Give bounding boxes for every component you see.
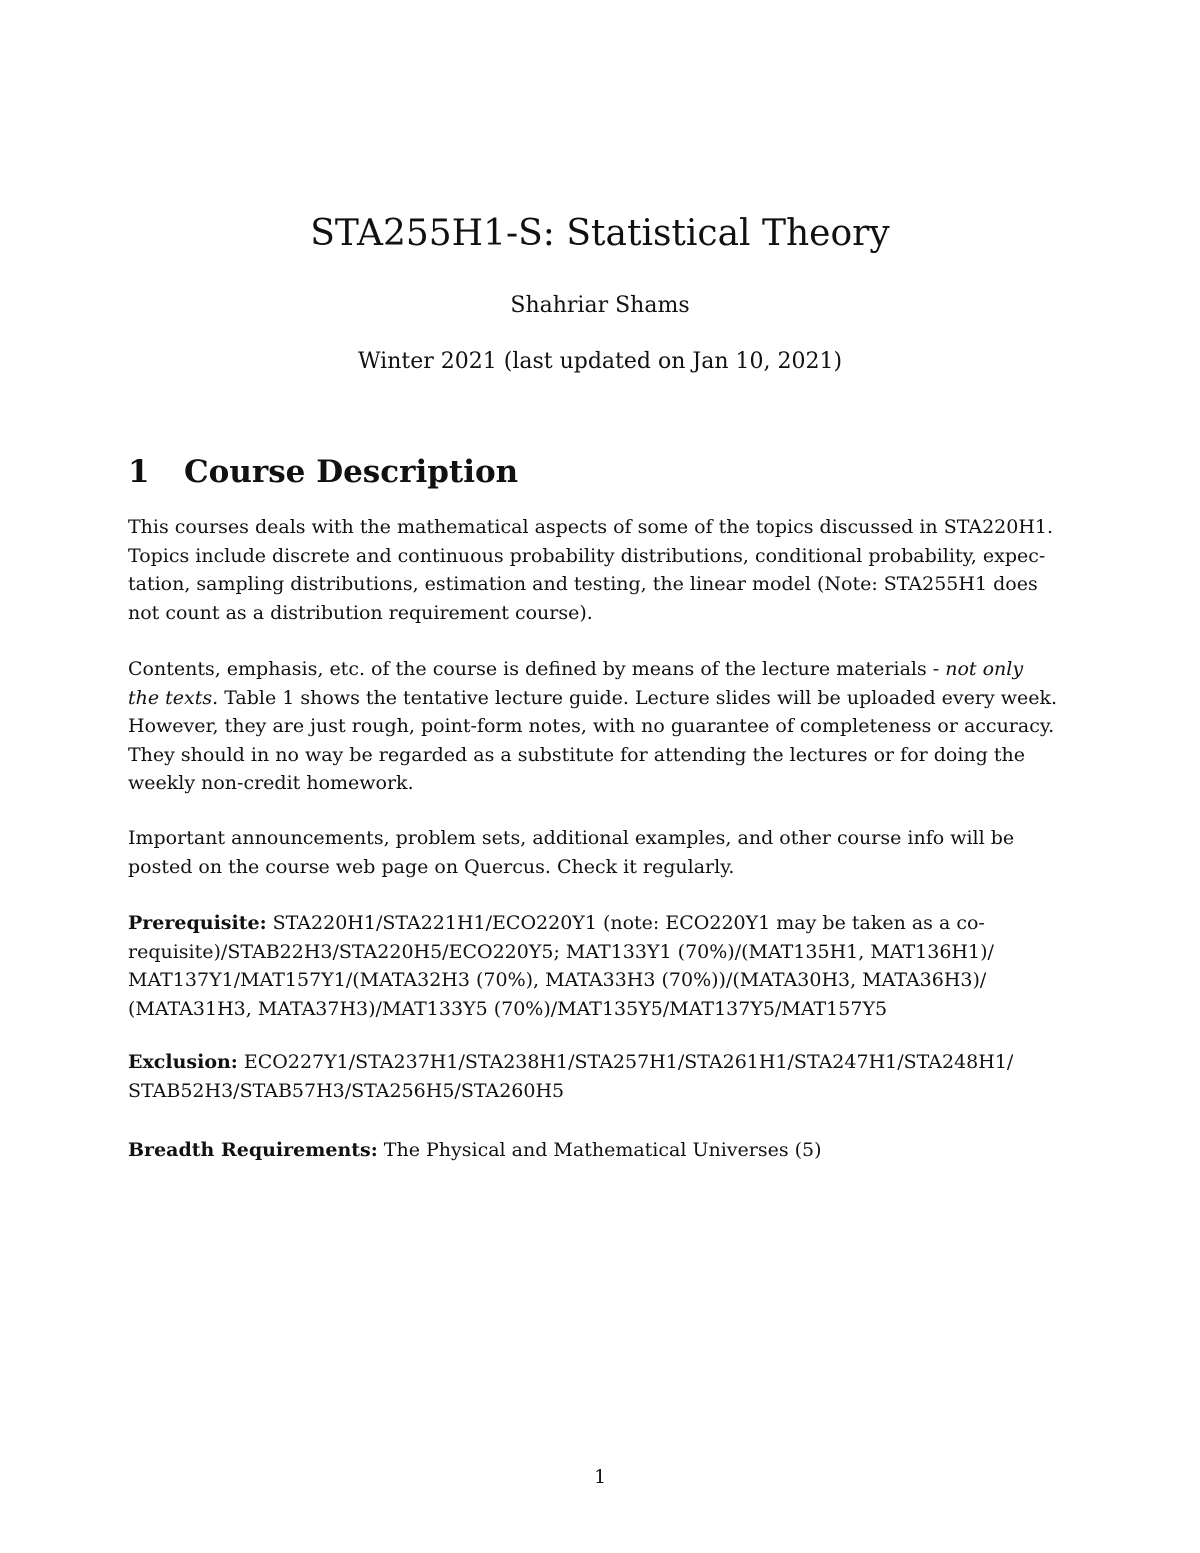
text-run: ECO227Y1/STA237H1/STA238H1/STA257H1/STA261H1/STA247H1/STA248H1/ — [237, 1051, 1014, 1073]
text-line: (MATA31H3, MATA37H3)/MAT133Y5 (70%)/MAT135Y5/MAT137Y5/MAT157Y5 — [128, 997, 888, 1020]
text-line: Important announcements, problem sets, additional examples, and other course info will be — [128, 827, 1015, 849]
exclusion-label: Exclusion: — [128, 1051, 238, 1073]
text-line: tation, sampling distributions, estimation and testing, the linear model (Note: STA255H1 does — [128, 573, 1038, 595]
page-number: 1 — [593, 1466, 607, 1488]
document-author: Shahriar Shams — [510, 293, 690, 318]
text-line — [128, 655, 1078, 684]
paragraph-contents — [128, 655, 1078, 798]
text-line: not count as a distribution requirement course). — [128, 601, 593, 624]
emphasis-text: the texts. — [128, 686, 219, 709]
text-run: The Physical and Mathematical Universes (5) — [377, 1139, 822, 1161]
text-line: STAB52H3/STAB57H3/STA256H5/STA260H5 — [128, 1079, 565, 1102]
text-line: posted on the course web page on Quercus. Check it regularly. — [128, 855, 735, 878]
paragraph-course-description — [128, 513, 1078, 627]
text-line: requisite)/STAB22H3/STA220H5/ECO220Y5; MAT133Y1 (70%)/(MAT135H1, MAT136H1)/ — [128, 940, 994, 963]
text-line: They should in no way be regarded as a substitute for attending the lectures or for doing the — [128, 743, 1025, 766]
text-run: Contents, emphasis, etc. of the course is defined by means of the lecture materials - — [128, 658, 946, 680]
text-line: This courses deals with the mathematical aspects of some of the topics discussed in STA220H1. — [128, 516, 1054, 538]
text-line: Topics include discrete and continuous probability distributions, conditional probability, expec- — [128, 544, 1046, 567]
paragraph-prerequisite — [128, 909, 1078, 1023]
text-line — [128, 1048, 1078, 1077]
emphasis-text: not only — [945, 658, 1024, 680]
text-line: weekly non-credit homework. — [128, 772, 414, 794]
section-heading — [128, 450, 518, 494]
text-run: Table 1 shows the tentative lecture guide. Lecture slides will be uploaded every week. — [218, 686, 1058, 709]
document-title: STA255H1-S: Statistical Theory — [310, 213, 890, 254]
paragraph-exclusion — [128, 1048, 1078, 1105]
section-title: Course Description — [184, 454, 519, 490]
prerequisite-label: Prerequisite: — [128, 912, 267, 934]
text-run: STA220H1/STA221H1/ECO220Y1 (note: ECO220Y1 may be taken as a co- — [266, 912, 985, 934]
document-date: Winter 2021 (last updated on Jan 10, 2021) — [357, 349, 843, 374]
paragraph-announcements — [128, 824, 1078, 881]
section-number: 1 — [128, 454, 150, 490]
text-line — [128, 684, 1078, 713]
text-line — [128, 909, 1078, 938]
breadth-label: Breadth Requirements: — [128, 1139, 378, 1161]
text-line: However, they are just rough, point-form notes, with no guarantee of completeness or accuracy. — [128, 715, 1055, 737]
paragraph-breadth — [128, 1136, 1078, 1165]
text-line: MAT137Y1/MAT157Y1/(MATA32H3 (70%), MATA33H3 (70%))/(MATA30H3, MATA36H3)/ — [128, 969, 987, 991]
text-line — [128, 1136, 1078, 1165]
